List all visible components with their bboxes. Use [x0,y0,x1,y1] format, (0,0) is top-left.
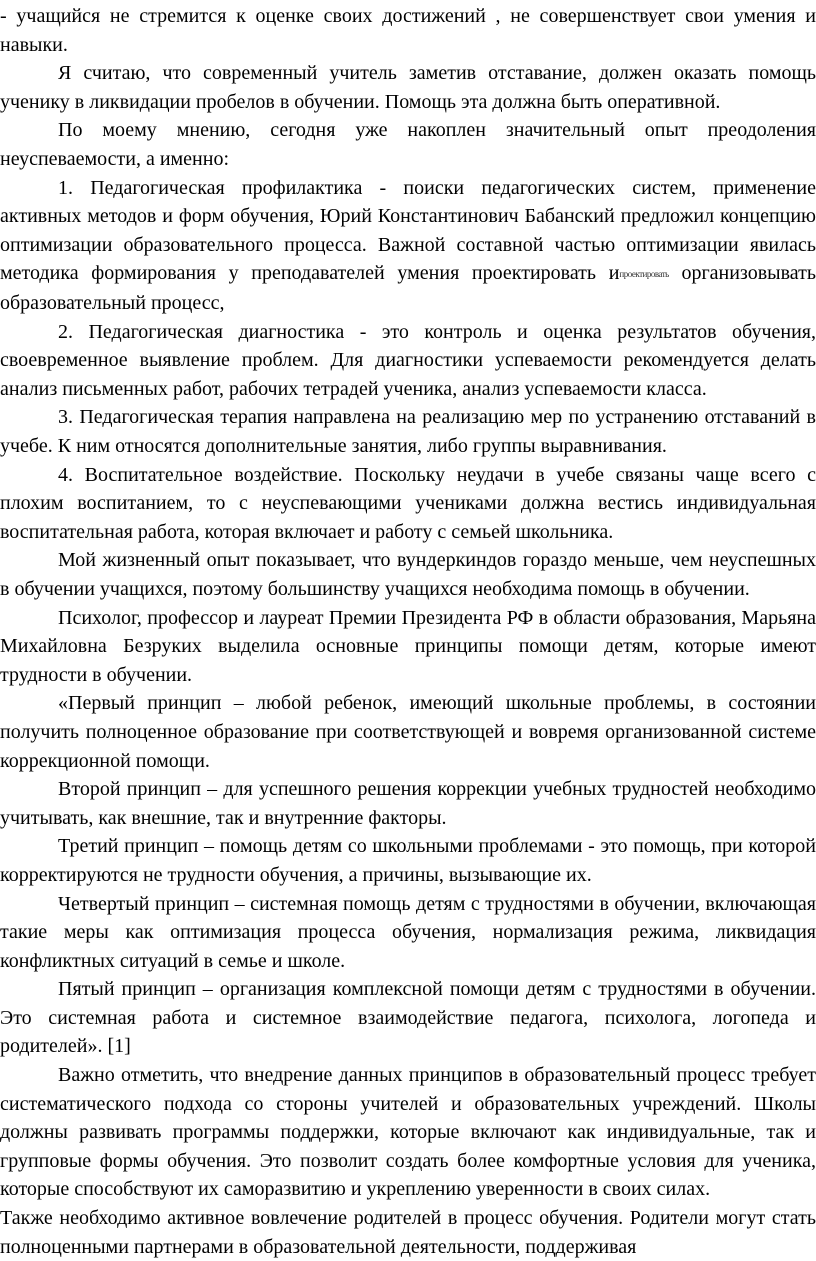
paragraph-life-experience: Мой жизненный опыт показывает, что вундеркиндов гораздо меньше, чем неуспешных в обучении учащихся, поэтому большинству учащихся необходима помощь в обучении. [0,549,816,600]
item-1-text-end: организовывать образовательный процесс, [0,262,816,315]
paragraph-principle-1: «Первый принцип – любой ребенок, имеющий школьные проблемы, в состоянии получить полноценное образование при соответствующей и вовремя организованной системе коррекционной помощи. [0,692,816,772]
paragraph-item-4-upbringing: 4. Воспитательное воздействие. Поскольку неудачи в учебе связаны чаще всего с плохим воспитанием, то с неуспевающими учениками должна вестись индивидуальная воспитательная работа, которая включает и работу с семьей школьника. [0,463,816,543]
paragraph-parents: Также необходимо активное вовлечение родителей в процесс обучения. Родители могут стать полноценными партнерами в образовательной деятельности, поддерживая [0,1207,816,1258]
item-1-small-overlay-text: проектировать [619,269,669,280]
item-1-text: 1. Педагогическая профилактика - поиски педагогических систем, применение активных методов и форм обучения, Юрий Константинович Бабанский предложил концепцию оптимизации образовательного процесса. Важной составной частью оптимизации явилась методика формирования у преподавателей умения проектировать и [0,176,816,285]
paragraph-experience-intro: По моему мнению, сегодня уже накоплен значительный опыт преодоления неуспеваемости, а именно: [0,119,816,170]
paragraph-bezrukikh-intro: Психолог, профессор и лауреат Премии Президента РФ в области образования, Марьяна Михайловна Безруких выделила основные принципы помощи детям, которые имеют трудности в обучении. [0,606,816,686]
paragraph-implementation: Важно отметить, что внедрение данных принципов в образовательный процесс требует систематического подхода со стороны учителей и образовательных учреждений. Школы должны развивать программы поддержки, которые включают как индивидуальные, так и групповые формы обучения. Это позволит создать более комфортные условия для ученика, которые способствуют их саморазвитию и укреплению уверенности в своих силах. [0,1064,816,1201]
paragraph-teacher-help: Я считаю, что современный учитель заметив отставание, должен оказать помощь ученику в ликвидации пробелов в обучении. Помощь эта должна быть оперативной. [0,62,816,113]
paragraph-principle-3: Третий принцип – помощь детям со школьными проблемами - это помощь, при которой корректируются не трудности обучения, а причины, вызывающие их. [0,835,816,886]
paragraph-principle-4: Четвертый принцип – системная помощь детям с трудностями в обучении, включающая такие меры как оптимизация процесса обучения, нормализация режима, ликвидация конфликтных ситуаций в семье и школе. [0,892,816,972]
paragraph-item-2-diagnostics: 2. Педагогическая диагностика - это контроль и оценка результатов обучения, своевременное выявление проблем. Для диагностики успеваемости рекомендуется делать анализ письменных работ, рабочих тетрадей ученика, анализ успеваемости класса. [0,320,816,400]
paragraph-item-3-therapy: 3. Педагогическая терапия направлена на реализацию мер по устранению отставаний в учебе. К ним относятся дополнительные занятия, либо группы выравнивания. [0,406,816,458]
paragraph-item-1-prevention [0,174,816,318]
paragraph-principle-2: Второй принцип – для успешного решения коррекции учебных трудностей необходимо учитывать, как внешние, так и внутренние факторы. [0,778,816,829]
paragraph-continuation: - учащийся не стремится к оценке своих достижений , не совершенствует свои умения и навыки. [0,5,816,56]
paragraph-principle-5: Пятый принцип – организация комплексной помощи детям с трудностями в обучении. Это системная работа и системное взаимодействие педагога, психолога, логопеда и родителей». [1] [0,978,816,1058]
